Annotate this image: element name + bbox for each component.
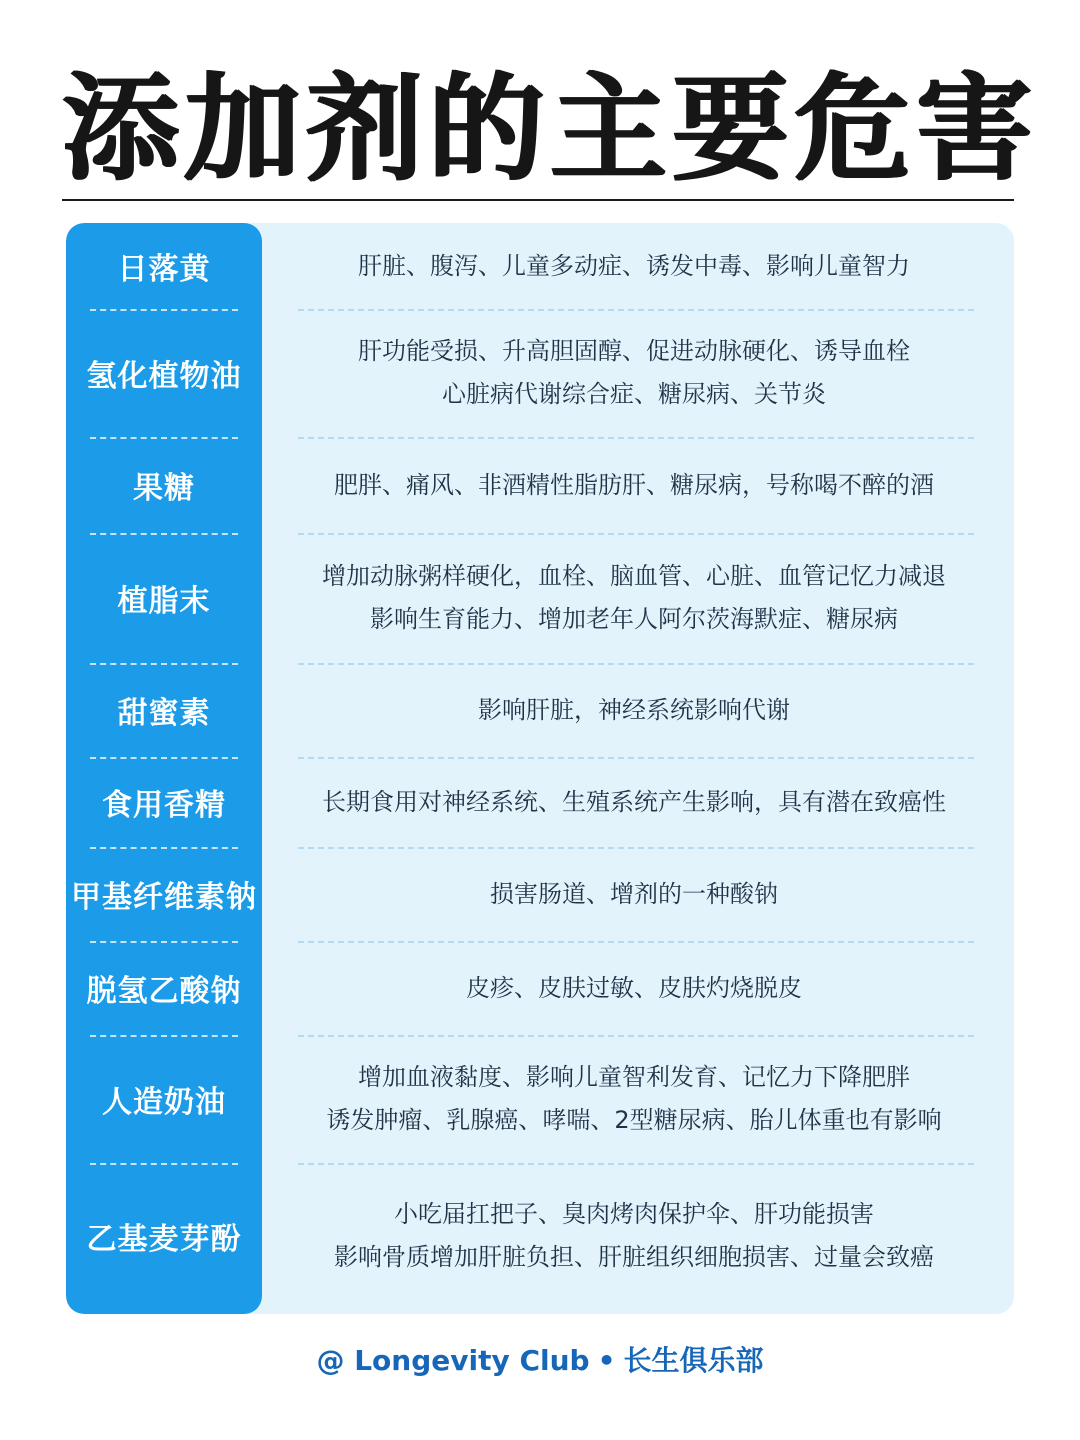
footer-credit [0, 1338, 1080, 1384]
hazard-description [284, 663, 984, 757]
hazard-description [284, 1035, 984, 1163]
hazard-description [284, 757, 984, 847]
hazard-description [284, 533, 984, 663]
additive-name: 乙基麦芽酚 [86, 1222, 242, 1257]
additive-name: 植脂末 [117, 584, 211, 619]
hazard-line: 肥胖、痛风、非酒精性脂肪肝、糖尿病，号称喝不醉的酒 [334, 470, 934, 499]
hazard-description [284, 437, 984, 533]
additive-name: 氢化植物油 [86, 359, 242, 394]
hazard-line: 损害肠道、增剂的一种酸钠 [490, 879, 778, 908]
table-row [66, 757, 1014, 847]
table-row [66, 309, 1014, 437]
additive-name: 人造奶油 [102, 1085, 226, 1120]
hazard-line: 长期食用对神经系统、生殖系统产生影响，具有潜在致癌性 [322, 787, 946, 816]
hazard-line: 影响肝脏，神经系统影响代谢 [478, 695, 790, 724]
additive-table [66, 223, 1014, 1314]
footer-club-name: 长生俱乐部 [623, 1344, 764, 1377]
hazard-line: 增加动脉粥样硬化，血栓、脑血管、心脏、血管记忆力减退 [322, 562, 946, 590]
hazard-line: 肝脏、腹泻、儿童多动症、诱发中毒、影响儿童智力 [358, 251, 910, 280]
table-row [66, 1035, 1014, 1163]
hazard-description [284, 1163, 984, 1309]
table-row [66, 941, 1014, 1035]
hazard-line: 小吃届扛把子、臭肉烤肉保护伞、肝功能损害 [394, 1200, 874, 1228]
additive-name: 日落黄 [117, 252, 211, 287]
hazard-line: 增加血液黏度、影响儿童智利发育、记忆力下降肥胖 [358, 1063, 910, 1091]
hazard-line: 诱发肿瘤、乳腺癌、哮喘、2型糖尿病、胎儿体重也有影响 [326, 1106, 942, 1134]
footer-brand: @ Longevity Club [316, 1344, 590, 1377]
table-row [66, 223, 1014, 309]
additive-name: 脱氢乙酸钠 [86, 974, 242, 1009]
table-row [66, 1163, 1014, 1309]
table-row [66, 663, 1014, 757]
hazard-line: 影响骨质增加肝脏负担、肝脏组织细胞损害、过量会致癌 [334, 1243, 934, 1271]
hazard-line: 心脏病代谢综合症、糖尿病、关节炎 [442, 380, 826, 408]
table-row [66, 533, 1014, 663]
additive-name: 甲基纤维素钠 [71, 880, 257, 915]
page-title: 添加剂的主要危害 [62, 62, 1038, 197]
additive-name: 甜蜜素 [117, 696, 211, 731]
hazard-line: 影响生育能力、增加老年人阿尔茨海默症、糖尿病 [370, 605, 898, 633]
hazard-description [284, 309, 984, 437]
hazard-line: 肝功能受损、升高胆固醇、促进动脉硬化、诱导血栓 [358, 337, 910, 365]
footer-separator: • [597, 1344, 616, 1377]
table-row [66, 437, 1014, 533]
table-row [66, 847, 1014, 941]
hazard-description [284, 941, 984, 1035]
hazard-description [284, 847, 984, 941]
hazard-description [284, 223, 984, 309]
title-underline [62, 199, 1014, 201]
additive-name: 果糖 [133, 471, 195, 506]
hazard-line: 皮疹、皮肤过敏、皮肤灼烧脱皮 [466, 973, 802, 1002]
additive-name: 食用香精 [102, 788, 226, 823]
